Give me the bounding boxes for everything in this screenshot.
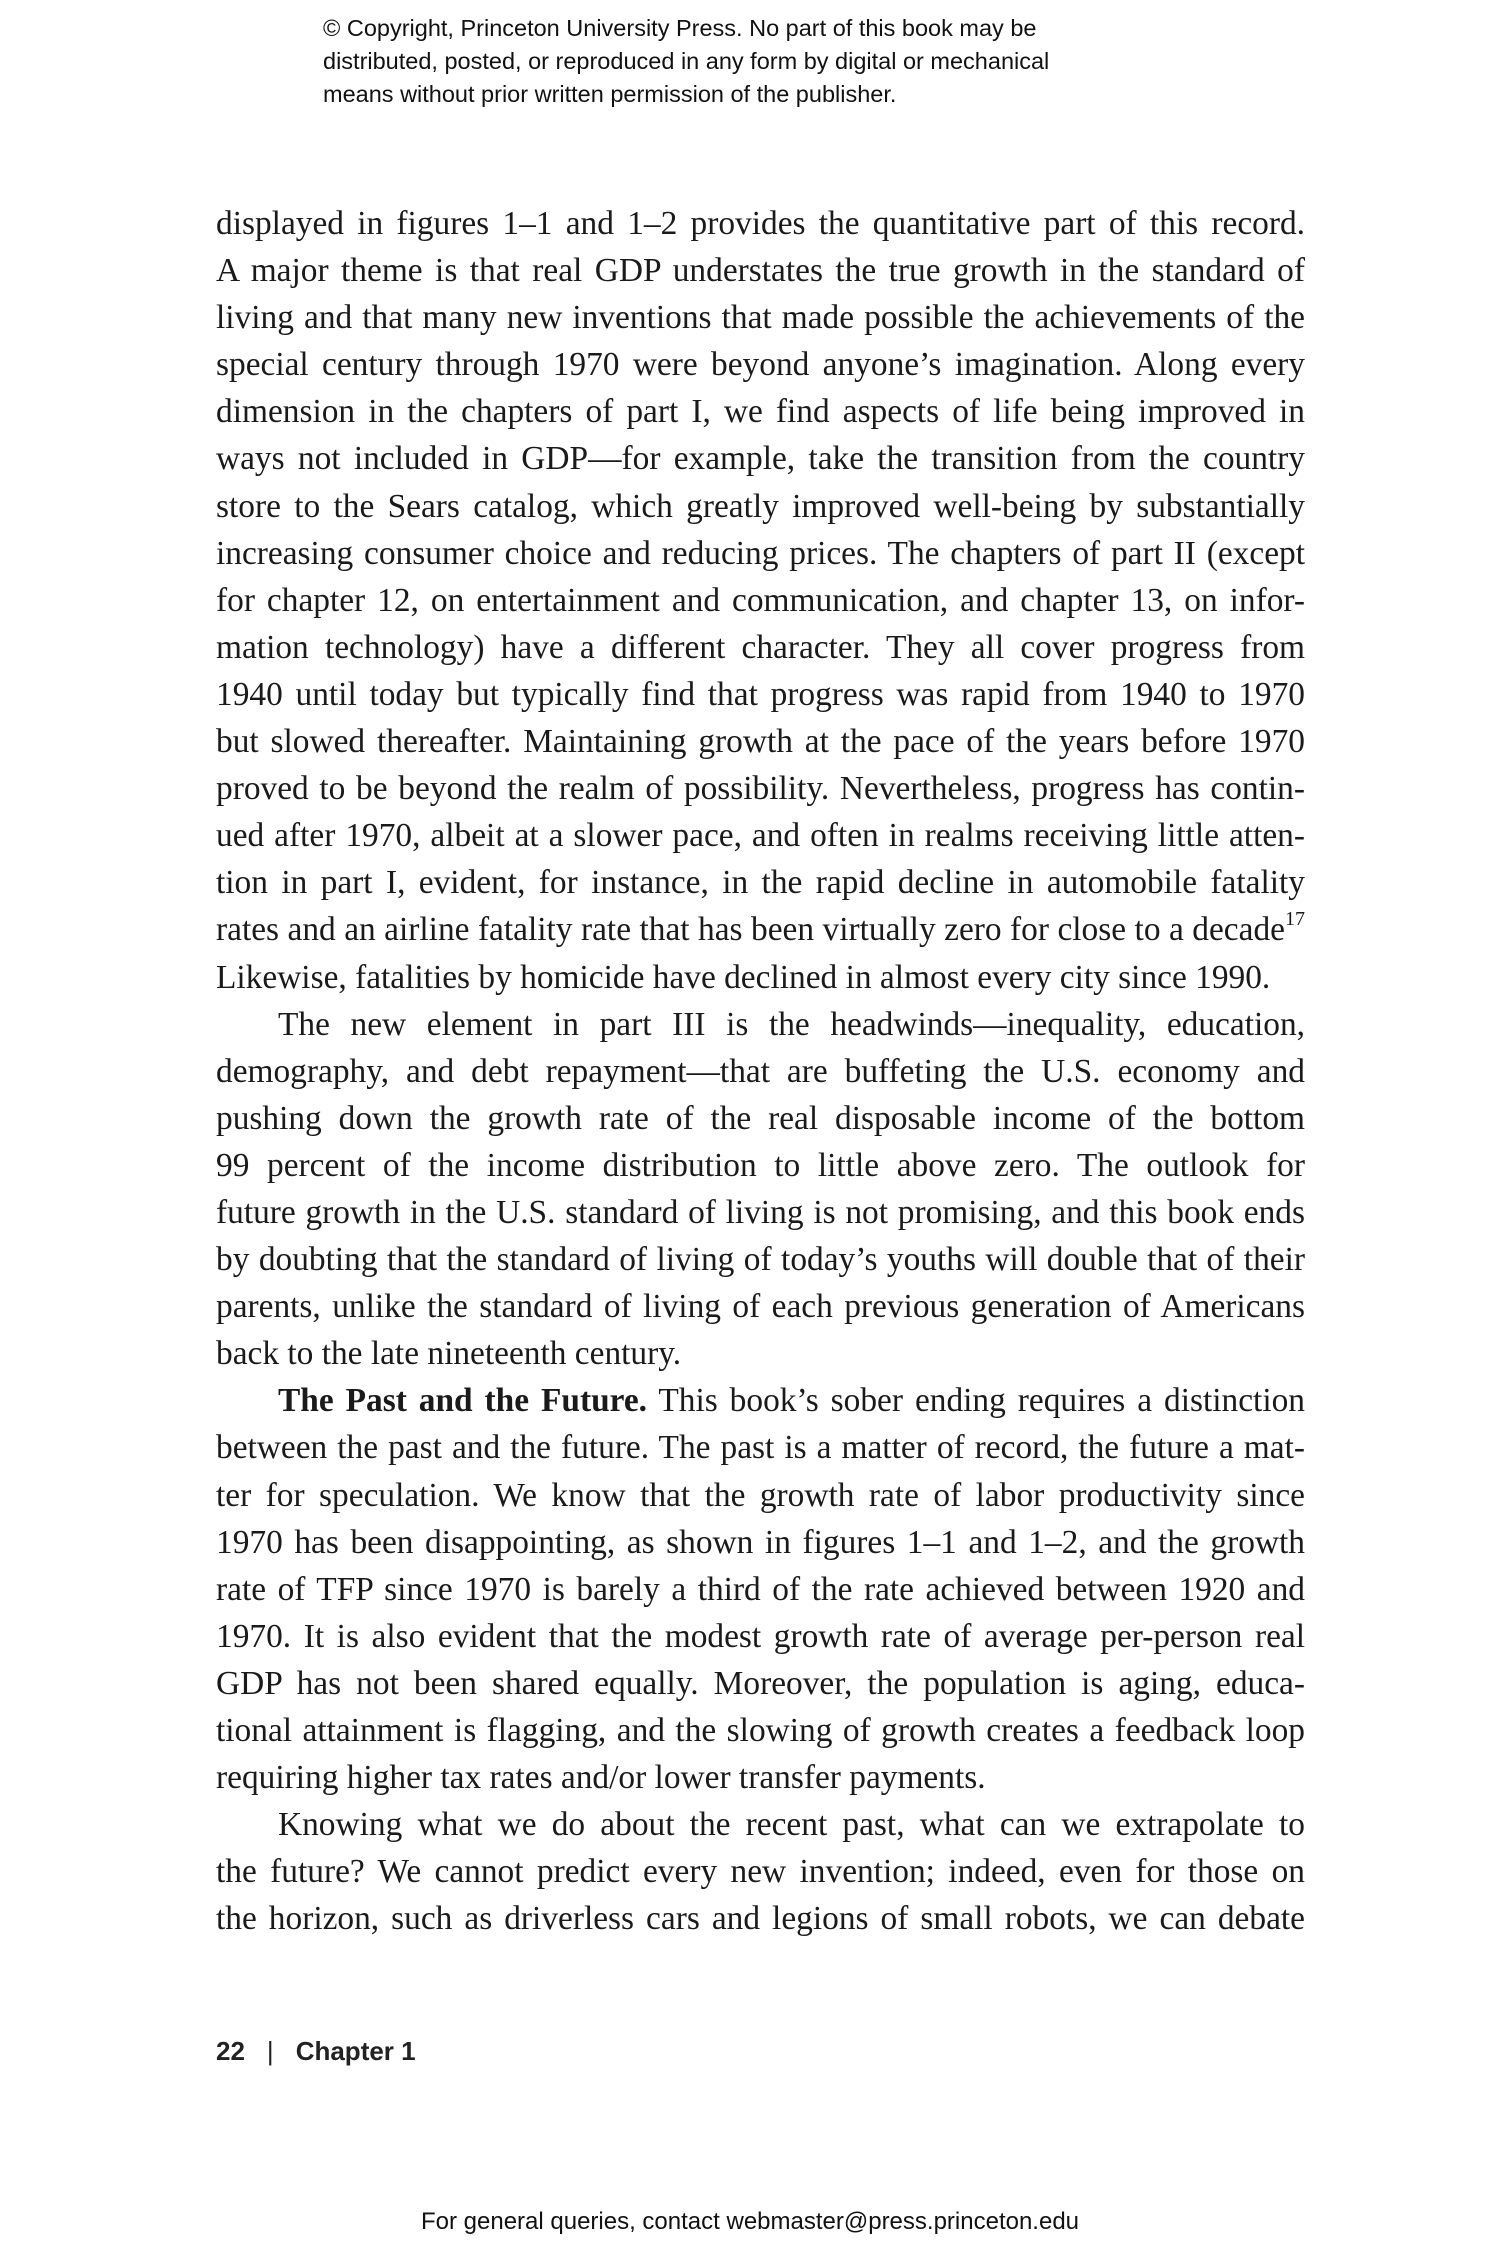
text-line: Likewise, fatalities by homicide have declined in almost every city since 1990. (216, 958, 1271, 996)
text-line: tional attainment is flagging, and the slowing of growth creates a feedback loop (216, 1712, 1305, 1749)
text-line: ter for speculation. We know that the growth rate of labor productivity since (216, 1476, 1305, 1514)
text-line: displayed in figures 1–1 and 1–2 provides the quantitative part of this record. (216, 205, 1305, 242)
text-line: ways not included in GDP—for example, take the transition from the country (216, 440, 1305, 478)
page-number: 22 (216, 2036, 245, 2066)
text-line: between the past and the future. The past is a matter of record, the future a mat- (216, 1429, 1305, 1467)
text-line: by doubting that the standard of living of today’s youths will double that of their (216, 1241, 1305, 1279)
text-line: A major theme is that real GDP understates the true growth in the standard of (216, 252, 1305, 290)
text-line: proved to be beyond the realm of possibility. Nevertheless, progress has contin- (216, 770, 1305, 808)
text-line: 1940 until today but typically find that progress was rapid from 1940 to 1970 (216, 675, 1305, 713)
copyright-line: © Copyright, Princeton University Press. No part of this book may be (323, 15, 1037, 41)
copyright-line: distributed, posted, or reproduced in any form by digital or mechanical (323, 48, 1050, 74)
text-line: parents, unlike the standard of living of each previous generation of Americans (216, 1288, 1305, 1326)
text-line: 1970. It is also evident that the modest growth rate of average per-person real (216, 1617, 1305, 1655)
run-in-heading: The Past and the Future. (278, 1382, 648, 1420)
text-line: tion in part I, evident, for instance, in the rapid decline in automobile fatality (216, 864, 1305, 902)
copyright-line: means without prior written permission of the publisher. (323, 81, 897, 107)
copyright-notice (323, 12, 1203, 111)
text-line-with-footnote (216, 906, 1305, 953)
paragraph-1 (216, 200, 1305, 1001)
text-line: special century through 1970 were beyond anyone’s imagination. Along every (216, 346, 1305, 384)
text-line-with-runin (216, 1377, 1305, 1424)
text-line: future growth in the U.S. standard of living is not promising, and this book ends (216, 1193, 1305, 1231)
text-line: pushing down the growth rate of the real disposable income of the bottom (216, 1099, 1305, 1137)
text-line: living and that many new inventions that made possible the achievements of the (216, 299, 1305, 337)
text-line: Knowing what we do about the recent past, what can we extrapolate to (278, 1806, 1305, 1844)
footer-contact: For general queries, contact webmaster@press.princeton.edu (420, 2208, 1080, 2235)
text-line: store to the Sears catalog, which greatly improved well-being by substantially (216, 487, 1305, 525)
text-line: rate of TFP since 1970 is barely a third of the rate achieved between 1920 and (216, 1570, 1305, 1608)
folio-separator: | (266, 2036, 274, 2066)
page-folio (216, 2036, 416, 2067)
footnote-marker[interactable]: 17 (1284, 908, 1305, 931)
text-line: ued after 1970, albeit at a slower pace, and often in realms receiving little atten- (216, 817, 1305, 855)
text-line: for chapter 12, on entertainment and communication, and chapter 13, on infor- (216, 581, 1305, 619)
text-line: requiring higher tax rates and/or lower transfer payments. (216, 1759, 986, 1797)
text-line: 1970 has been disappointing, as shown in figures 1–1 and 1–2, and the growth (216, 1523, 1305, 1561)
text-line: The new element in part III is the headwinds—inequality, education, (278, 1005, 1305, 1043)
text-line: mation technology) have a different character. They all cover progress from (216, 628, 1305, 666)
text-line: back to the late nineteenth century. (216, 1335, 682, 1373)
paragraph-2 (216, 1001, 1305, 1378)
text-line: increasing consumer choice and reducing prices. The chapters of part II (except (216, 534, 1305, 572)
text-line: GDP has not been shared equally. Moreover, the population is aging, educa- (216, 1664, 1305, 1702)
text-line: 99 percent of the income distribution to little above zero. The outlook for (216, 1146, 1305, 1184)
text-line: the horizon, such as driverless cars and legions of small robots, we can debate (216, 1900, 1305, 1938)
text-line: but slowed thereafter. Maintaining growth at the pace of the years before 1970 (216, 723, 1305, 761)
paragraph-3 (216, 1377, 1305, 1801)
body-text (216, 200, 1305, 1942)
paragraph-4 (216, 1801, 1305, 1942)
text-line: the future? We cannot predict every new invention; indeed, even for those on (216, 1853, 1305, 1891)
chapter-label: Chapter 1 (295, 2036, 416, 2066)
text-line: This book’s sober ending requires a distinction (647, 1382, 1305, 1420)
text-line: rates and an airline fatality rate that has been virtually zero for close to a decade (216, 911, 1285, 949)
text-line: demography, and debt repayment—that are buffeting the U.S. economy and (216, 1052, 1305, 1090)
text-line: dimension in the chapters of part I, we find aspects of life being improved in (216, 393, 1305, 431)
